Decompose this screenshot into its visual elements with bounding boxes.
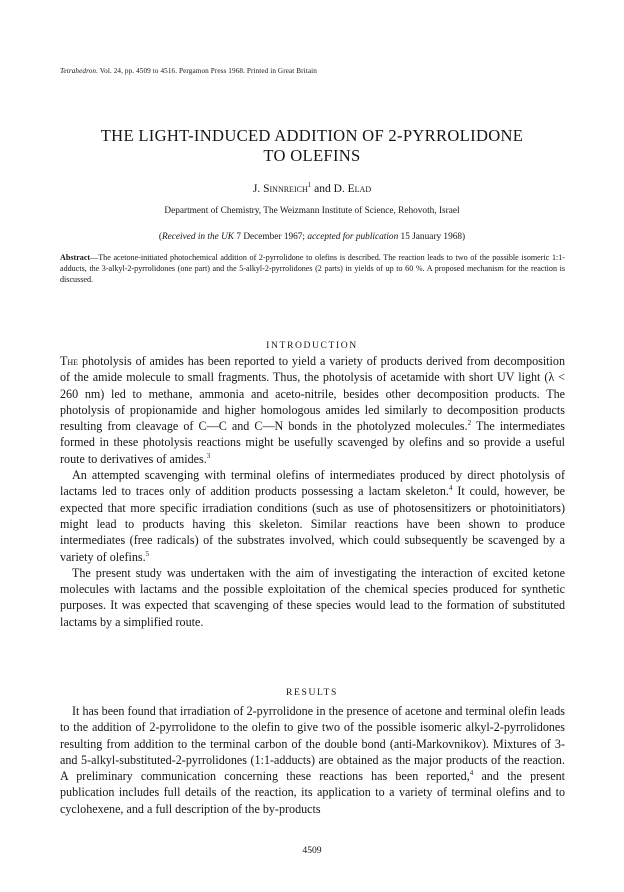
intro-paragraph-3: The present study was undertaken with the aim of investigating the interaction of excited ketone molecules with lactams and the possible exploitation of the chemical species produced for synthetic purposes. It was expected that scavenging of these species would lead to the formation of substituted lactams by a simplified route. xyxy=(60,565,565,629)
title-line-1: THE LIGHT-INDUCED ADDITION OF 2-PYRROLIDONE xyxy=(100,126,524,145)
results-body xyxy=(60,703,565,817)
intro-p1-text-b: The intermediates formed in these photolysis reactions might be usefully scavenged by olefins and so provide a useful route to derivatives of amides. xyxy=(60,419,565,466)
affiliation: Department of Chemistry, The Weizmann Institute of Science, Rehovoth, Israel xyxy=(164,206,460,216)
author-line xyxy=(0,181,624,195)
citation-ref: 3 xyxy=(206,451,211,460)
running-head xyxy=(60,67,317,75)
citation-ref: 5 xyxy=(145,549,150,558)
abstract-text: —The acetone-initiated photochemical addition of 2-pyrrolidone to olefins is described. The reaction leads to two of the possible isomeric 1:1-adducts, the 3-alkyl-2-pyrrolidones (one part) and the 5-alkyl-2-pyrrolidones (2 parts) in yields of up to 60 %. A proposed mechanism for the reaction is discussed. xyxy=(60,253,565,284)
article-title xyxy=(40,126,584,166)
journal-name: Tetrahedron. xyxy=(60,67,99,75)
results-heading: RESULTS xyxy=(286,687,338,698)
citation-ref: 2 xyxy=(467,419,472,428)
citation-ref: 4 xyxy=(448,484,453,493)
intro-p1-text-a: photolysis of amides has been reported to yield a variety of products derived from decomposition of the amide molecule to small fragments. Thus, the photolysis of acetamide with short UV light (λ < 260 nm) led to methane, ammonia and aceto-nitrile, besides other decomposition products. The photolysis of propionamide and higher homologous amides led similarly to decomposition products resulting from cleavage of C—C and C—N bonds in the photolyzed molecules. xyxy=(60,354,565,434)
introduction-body xyxy=(60,353,565,630)
intro-lead-word: The xyxy=(60,354,79,368)
author-conjunction: and xyxy=(311,182,334,195)
abstract xyxy=(60,253,565,285)
journal-details: Vol. 24, pp. 4509 to 4516. Pergamon Press 1968. Printed in Great Britain xyxy=(98,67,317,75)
intro-p2-text-b: It could, however, be expected that more specific irradiation conditions (such as use of photosensitizers or photoinitiators) might lead to products having this skeleton. Similar reactions have been shown to produce intermediates (free radicals) of the substrates involved, which could subsequently be scavenged by a variety of olefins. xyxy=(60,484,565,564)
received-line xyxy=(0,232,624,242)
citation-ref: 4 xyxy=(469,769,474,778)
received-date: 7 December 1967; xyxy=(234,232,308,242)
introduction-heading: INTRODUCTION xyxy=(266,340,358,351)
received-open-paren: ( xyxy=(158,232,162,242)
accepted-label: accepted for publication xyxy=(307,232,399,242)
results-p1-text-b: and the present publication includes full details of the reaction, its application to a variety of terminal olefins and to cyclohexene, and a full description of the by-products xyxy=(60,769,565,816)
results-p1-text-a: It has been found that irradiation of 2-pyrrolidone in the presence of acetone and terminal olefin leads to the addition of 2-pyrrolidone to the olefin to give two of the possible isomeric alkyl-2-pyrrolidones resulting from addition to the terminal carbon of the double bond (anti-Markovnikov). Mixtures of 3- and 5-alkyl-substituted-2-pyrrolidones (1:1-adducts) are obtained as the major products of the reaction. A preliminary communication concerning these reactions has been reported, xyxy=(60,704,565,784)
author-1-footnote-mark: 1 xyxy=(307,181,312,189)
author-1: J. Sinnreich xyxy=(252,182,308,195)
author-2: D. Elad xyxy=(333,182,372,195)
results-paragraph-1 xyxy=(60,703,565,817)
intro-paragraph-2 xyxy=(60,467,565,565)
accepted-date: 15 January 1968) xyxy=(398,232,466,242)
received-label: Received in the UK xyxy=(161,232,235,242)
title-line-2: TO OLEFINS xyxy=(263,146,361,165)
intro-paragraph-1 xyxy=(60,353,565,467)
page-number: 4509 xyxy=(302,845,322,856)
intro-p2-text-a: An attempted scavenging with terminal olefins of intermediates produced by direct photolysis of lactams led to traces only of addition products possessing a lactam skeleton. xyxy=(60,468,565,499)
abstract-label: Abstract xyxy=(60,253,91,262)
